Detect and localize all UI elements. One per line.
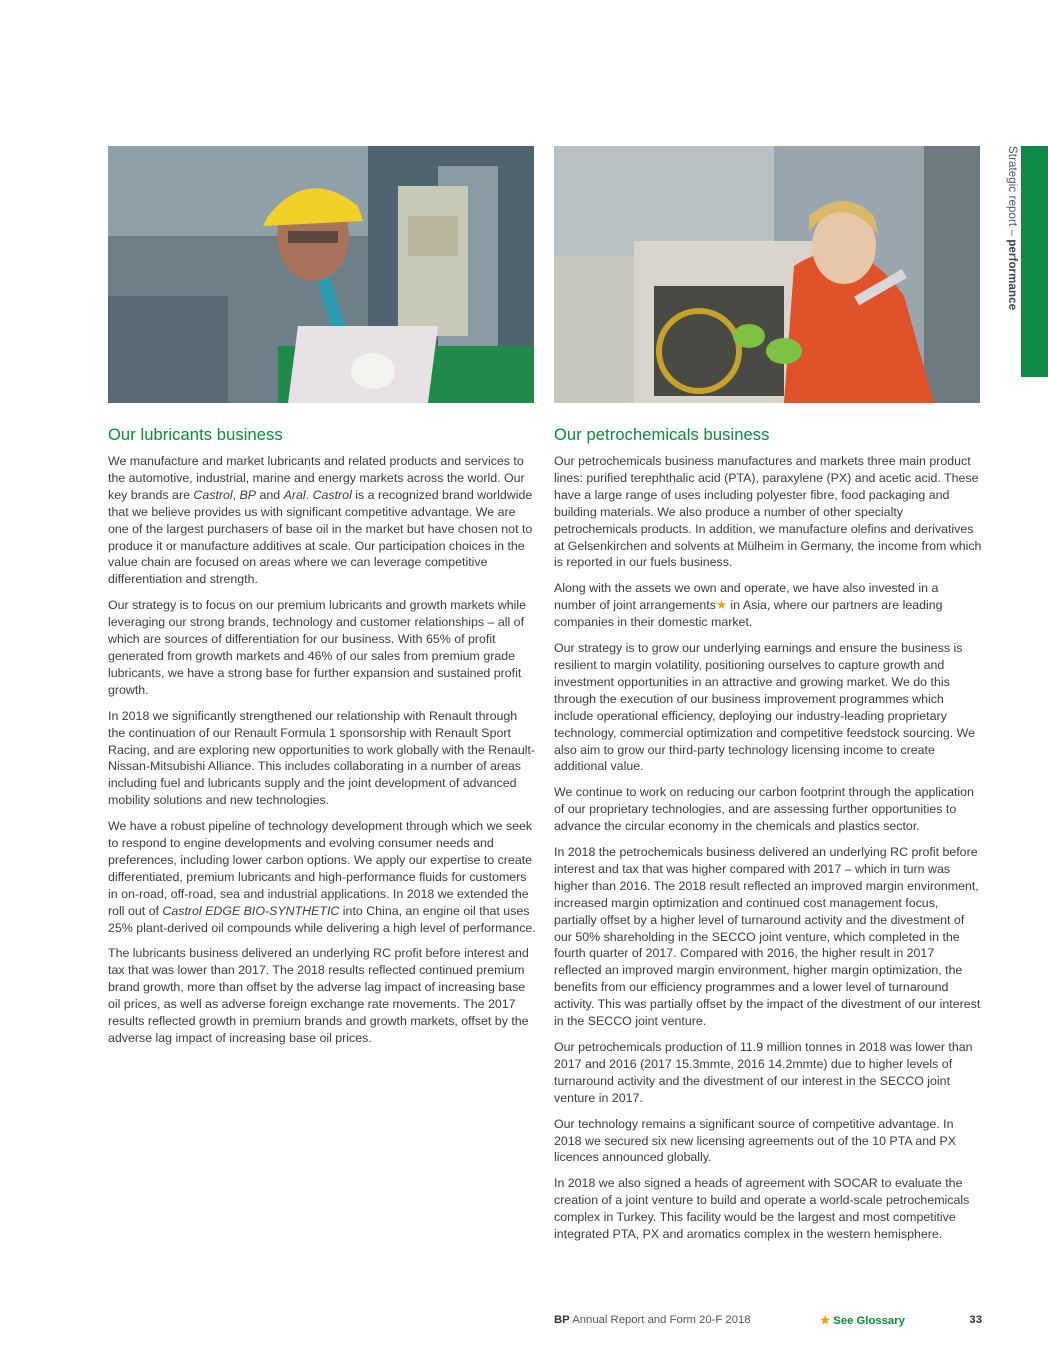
lubricants-section bbox=[108, 424, 536, 1056]
glossary-star-icon[interactable]: ★ bbox=[715, 598, 727, 613]
petrochemicals-section bbox=[554, 424, 982, 1252]
lubricants-paragraph-2: Our strategy is to focus on our premium lubricants and growth markets while leveraging our strong brands, technology and customer relationships – all of which are sources of differentiation for our business. With 65% of profit generated from growth markets and 46% of our sales from premium grade lubricants, we have a strong base for further expansion and sustained profit growth. bbox=[108, 598, 527, 697]
petrochemicals-paragraph-4: We continue to work on reducing our carbon footprint through the application of our proprietary technologies, and are assessing further opportunities to advance the circular economy in the chemicals and plastics sector. bbox=[554, 785, 974, 834]
lubricants-paragraph-3: In 2018 we significantly strengthened our relationship with Renault through the continuation of our Renault Formula 1 sponsorship with Renault Sport Racing, and are exploring new opportunities to work globally with the Renault-Nissan-Mitsubishi Alliance. This includes collaborating in a number of areas including fuel and lubricants supply and the joint development of advanced mobility solutions and new technologies. bbox=[108, 708, 536, 808]
see-glossary-link[interactable]: ★ See Glossary bbox=[820, 1315, 905, 1327]
section-label: Strategic report – performance bbox=[1006, 146, 1018, 311]
glossary-star-icon: ★ bbox=[820, 1315, 831, 1327]
page-number: 33 bbox=[969, 1314, 982, 1326]
page-footer bbox=[554, 1314, 982, 1332]
lubricants-heading: Our lubricants business bbox=[108, 426, 283, 444]
section-tab-marker bbox=[1021, 146, 1048, 377]
lubricants-paragraph-4: We have a robust pipeline of technology development through which we seek to respond to engine developments and evolving consumer needs and preferences, including lower carbon options. We apply our expertise to create differentiated, premium lubricants and high-performance fluids for customers in on-road, off-road, sea and industrial applications. In 2018 we extended the roll out of Castrol EDGE BIO-SYNTHETIC into China, an engine oil that uses 25% plant-derived oil compounds while delivering a high level of performance. bbox=[108, 819, 536, 935]
petrochemicals-paragraph-2: Along with the assets we own and operate, we have also invested in a number of joint arrangements★ in Asia, where our partners are leading companies in their domestic market. bbox=[554, 581, 943, 630]
petrochemicals-paragraph-6: Our petrochemicals production of 11.9 million tonnes in 2018 was lower than 2017 and 2016 (2017 15.3mmte, 2016 14.2mmte) due to higher levels of turnaround activity and the divestment of our interest in the SECCO joint venture in 2017. bbox=[554, 1040, 973, 1105]
petrochemicals-paragraph-7: Our technology remains a significant source of competitive advantage. In 2018 we secured six new licensing agreements out of the 10 PTA and PX licences announced globally. bbox=[554, 1116, 957, 1165]
petrochemicals-heading: Our petrochemicals business bbox=[554, 426, 770, 444]
petrochemicals-paragraph-1: Our petrochemicals business manufactures and markets three main product lines: purified terephthalic acid (PTA), paraxylene (PX) and acetic acid. These have a large range of uses including polyester fibre, food packaging and building materials. We also produce a number of other specialty petrochemicals products. In addition, we manufacture olefins and derivatives at Gelsenkirchen and solvents at Mülheim in Germany, the income from which is reported in our fuels business. bbox=[554, 454, 982, 570]
petrochemicals-technician-photo bbox=[554, 146, 980, 403]
lubricants-paragraph-1: We manufacture and market lubricants and related products and services to the automotive, industrial, marine and energy markets across the world. Our key brands are Castrol, BP and Aral. Castrol is a recognized brand worldwide that we believe provides us with significant competitive advantage. We are one of the largest purchasers of base oil in the market but have chosen not to produce it or manufacture additives at scale. Our participation choices in the value chain are focused on areas where we can leverage competitive differentiation and strength. bbox=[108, 454, 533, 587]
petrochemicals-paragraph-3: Our strategy is to grow our underlying earnings and ensure the business is resilient to margin volatility, positioning ourselves to capture growth and investment opportunities in an attractive and growing market. We do this through the execution of our business improvement programmes which include operational efficiency, deploying our industry-leading proprietary technology, commercial optimization and competitive feedstock sourcing. We also aim to grow our third-party technology licensing income to create additional value. bbox=[554, 641, 976, 774]
report-title: BP Annual Report and Form 20-F 2018 bbox=[554, 1314, 751, 1326]
petrochemicals-paragraph-8: In 2018 we also signed a heads of agreement with SOCAR to evaluate the creation of a joint venture to build and operate a world-scale petrochemicals complex in Turkey. This facility would be the largest and most competitive integrated PTA, PX and aromatics complex in the western hemisphere. bbox=[554, 1176, 970, 1242]
lubricants-engineer-photo bbox=[108, 146, 534, 403]
petrochemicals-paragraph-5: In 2018 the petrochemicals business delivered an underlying RC profit before interest and tax that was higher compared with 2017 – which in turn was higher than 2016. The 2018 result reflected an improved margin environment, increased margin optimization and continued cost management focus, partially offset by a higher level of turnaround activity and the divestment of our 50% shareholding in the SECCO joint venture, which completed in the fourth quarter of 2017. Compared with 2016, the higher result in 2017 reflected an improved margin environment, higher margin optimization, the benefits from our efficiency programmes and a lower level of turnaround activity. This was partially offset by the impact of the divestment of our interest in the SECCO joint venture. bbox=[554, 845, 981, 1029]
lubricants-paragraph-5: The lubricants business delivered an underlying RC profit before interest and tax that was lower than 2017. The 2018 results reflected continued premium brand growth, more than offset by the adverse lag impact of increasing base oil prices, as well as adverse foreign exchange rate movements. The 2017 results reflected growth in premium brands and growth markets, offset by the adverse lag impact of increasing base oil prices. bbox=[108, 946, 529, 1045]
